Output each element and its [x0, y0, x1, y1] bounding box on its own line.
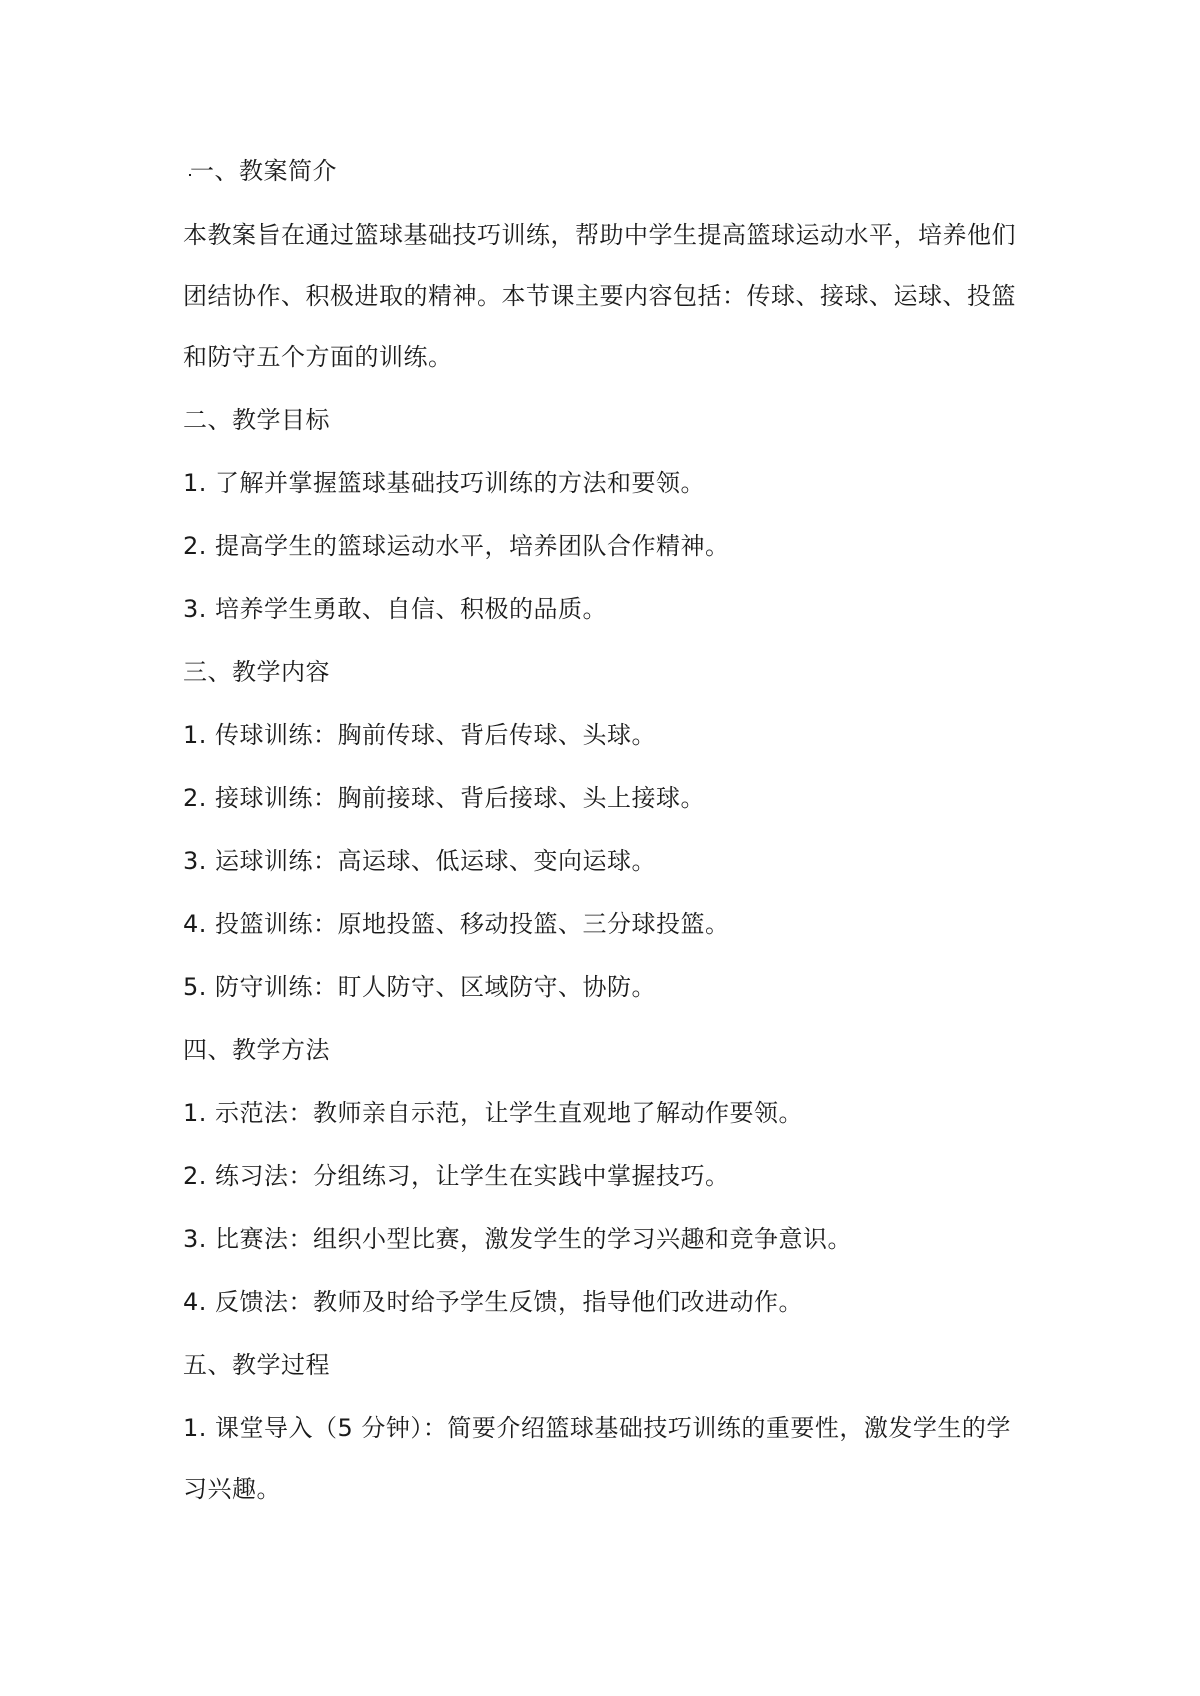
item-text: 培养学生勇敢、自信、积极的品质。 — [215, 595, 607, 623]
item-number: 3. — [183, 1225, 207, 1253]
section-heading: 一、教案简介 — [190, 157, 337, 185]
section-heading: 五、教学过程 — [183, 1351, 330, 1379]
item-text: 比赛法：组织小型比赛，激发学生的学习兴趣和竞争意识。 — [215, 1225, 852, 1253]
paragraph-line: 习兴趣。 — [183, 1475, 281, 1503]
item-number: 2. — [183, 784, 207, 812]
item-text: 传球训练：胸前传球、背后传球、头球。 — [215, 721, 656, 749]
list-item — [183, 972, 1043, 1002]
item-text: 投篮训练：原地投篮、移动投篮、三分球投篮。 — [215, 910, 730, 938]
item-text: 提高学生的篮球运动水平，培养团队合作精神。 — [215, 532, 730, 560]
paragraph-line: 和防守五个方面的训练。 — [183, 343, 453, 371]
list-item — [183, 846, 1043, 876]
document-body — [183, 156, 1043, 1504]
list-item — [183, 594, 1043, 624]
list-item — [183, 720, 1043, 750]
list-item — [183, 909, 1043, 939]
item-text: 接球训练：胸前接球、背后接球、头上接球。 — [215, 784, 705, 812]
item-text: 反馈法：教师及时给予学生反馈，指导他们改进动作。 — [215, 1288, 803, 1316]
item-number: 1. — [183, 1099, 207, 1127]
item-text: 练习法：分组练习，让学生在实践中掌握技巧。 — [215, 1162, 730, 1190]
item-number: 3. — [183, 595, 207, 623]
item-number: 2. — [183, 1162, 207, 1190]
item-text: 课堂导入（5 分钟）：简要介绍篮球基础技巧训练的重要性，激发学生的学 — [215, 1414, 1011, 1442]
item-number: 1. — [183, 1414, 207, 1442]
list-item — [183, 531, 1043, 561]
item-number: 1. — [183, 721, 207, 749]
list-item — [183, 468, 1043, 498]
item-number: 2. — [183, 532, 207, 560]
list-item — [183, 783, 1043, 813]
item-number: 5. — [183, 973, 207, 1001]
list-item — [183, 1098, 1043, 1128]
item-number: 1. — [183, 469, 207, 497]
list-item — [183, 1413, 1043, 1443]
item-text: 了解并掌握篮球基础技巧训练的方法和要领。 — [215, 469, 705, 497]
list-item — [183, 1287, 1043, 1317]
item-text: 运球训练：高运球、低运球、变向运球。 — [215, 847, 656, 875]
item-text: 防守训练：盯人防守、区域防守、协防。 — [215, 973, 656, 1001]
list-item — [183, 1161, 1043, 1191]
paragraph-line: 团结协作、积极进取的精神。本节课主要内容包括：传球、接球、运球、投篮 — [183, 282, 1016, 310]
item-number: 4. — [183, 1288, 207, 1316]
item-number: 3. — [183, 847, 207, 875]
list-item — [183, 1224, 1043, 1254]
section-heading: 三、教学内容 — [183, 658, 330, 686]
section-heading: 四、教学方法 — [183, 1036, 330, 1064]
item-text: 示范法：教师亲自示范，让学生直观地了解动作要领。 — [215, 1099, 803, 1127]
paragraph-line: 本教案旨在通过篮球基础技巧训练，帮助中学生提高篮球运动水平，培养他们 — [183, 221, 1016, 249]
section-heading: 二、教学目标 — [183, 406, 330, 434]
item-number: 4. — [183, 910, 207, 938]
